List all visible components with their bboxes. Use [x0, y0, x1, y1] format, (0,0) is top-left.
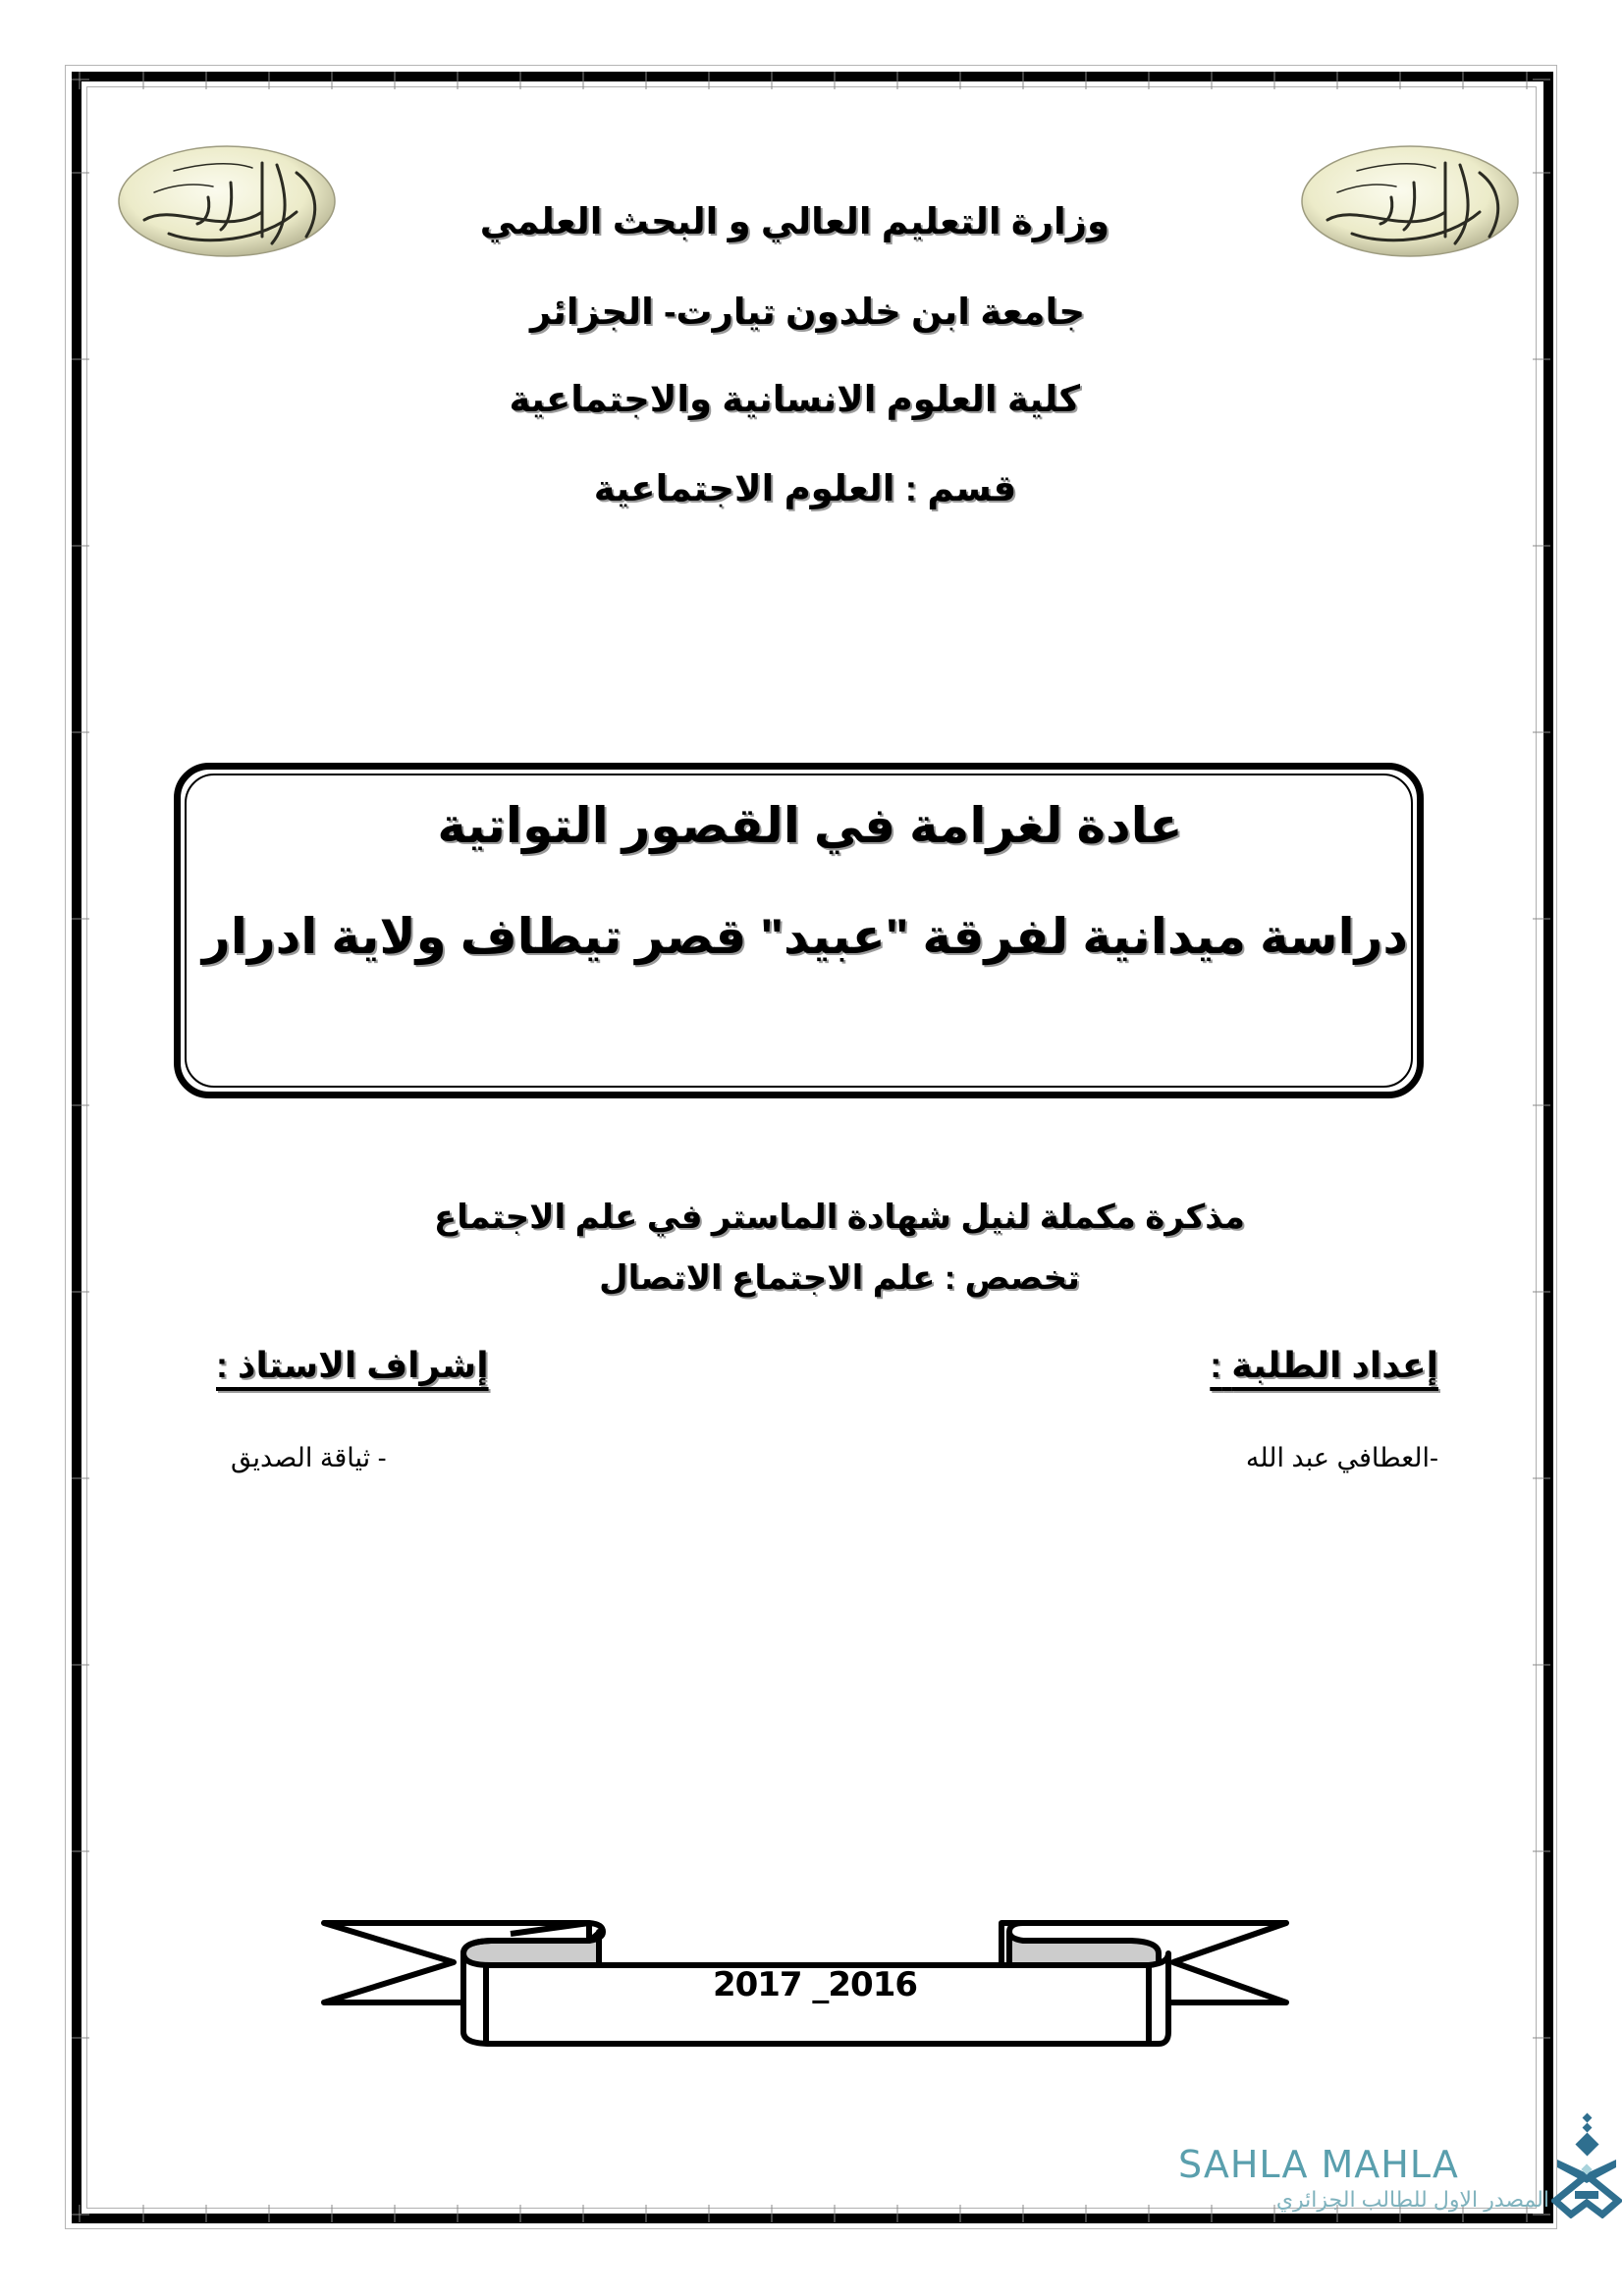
- watermark-subtitle: المصدر الاول للطالب الجزائري: [1275, 2187, 1549, 2212]
- university-seal-icon: [115, 143, 339, 259]
- students-label-text: إعداد الطلبة: [1231, 1345, 1438, 1385]
- student-name: -العطافي عبد الله: [1245, 1443, 1438, 1472]
- university-seal-icon: [1298, 143, 1522, 259]
- thesis-title: عادة لغرامة في القصور التواتية: [437, 798, 1183, 853]
- supervisor-name: - ثياقة الصديق: [231, 1443, 387, 1472]
- specialization: تخصص : علم الاجتماع الاتصال: [599, 1259, 1080, 1297]
- supervisor-label-text: إشراف الاستاذ: [238, 1345, 489, 1385]
- students-label-colon: :: [1210, 1345, 1222, 1385]
- thesis-subtitle: دراسة ميدانية لفرقة "عبيد" قصر تيطاف ولاية ادرار: [201, 909, 1409, 964]
- degree-statement: مذكرة مكملة لنيل شهادة الماستر في علم الاجتماع: [434, 1199, 1245, 1236]
- faculty-name: كلية العلوم الانسانية والاجتماعية: [509, 379, 1080, 419]
- sahla-mahla-logo-icon: [1551, 2112, 1622, 2218]
- watermark-title: SAHLA MAHLA: [1178, 2143, 1459, 2186]
- university-name: جامعة ابن خلدون تيارت- الجزائر: [529, 292, 1085, 332]
- academic-year: 2017 _2016: [712, 1965, 918, 2004]
- supervisor-label: [216, 1345, 520, 1386]
- department-name: قسم : العلوم الاجتماعية: [593, 468, 1017, 508]
- students-label: [1100, 1345, 1438, 1386]
- supervisor-label-colon: :: [216, 1345, 228, 1385]
- ministry-name: وزارة التعليم العالي و البحث العلمي: [479, 201, 1109, 241]
